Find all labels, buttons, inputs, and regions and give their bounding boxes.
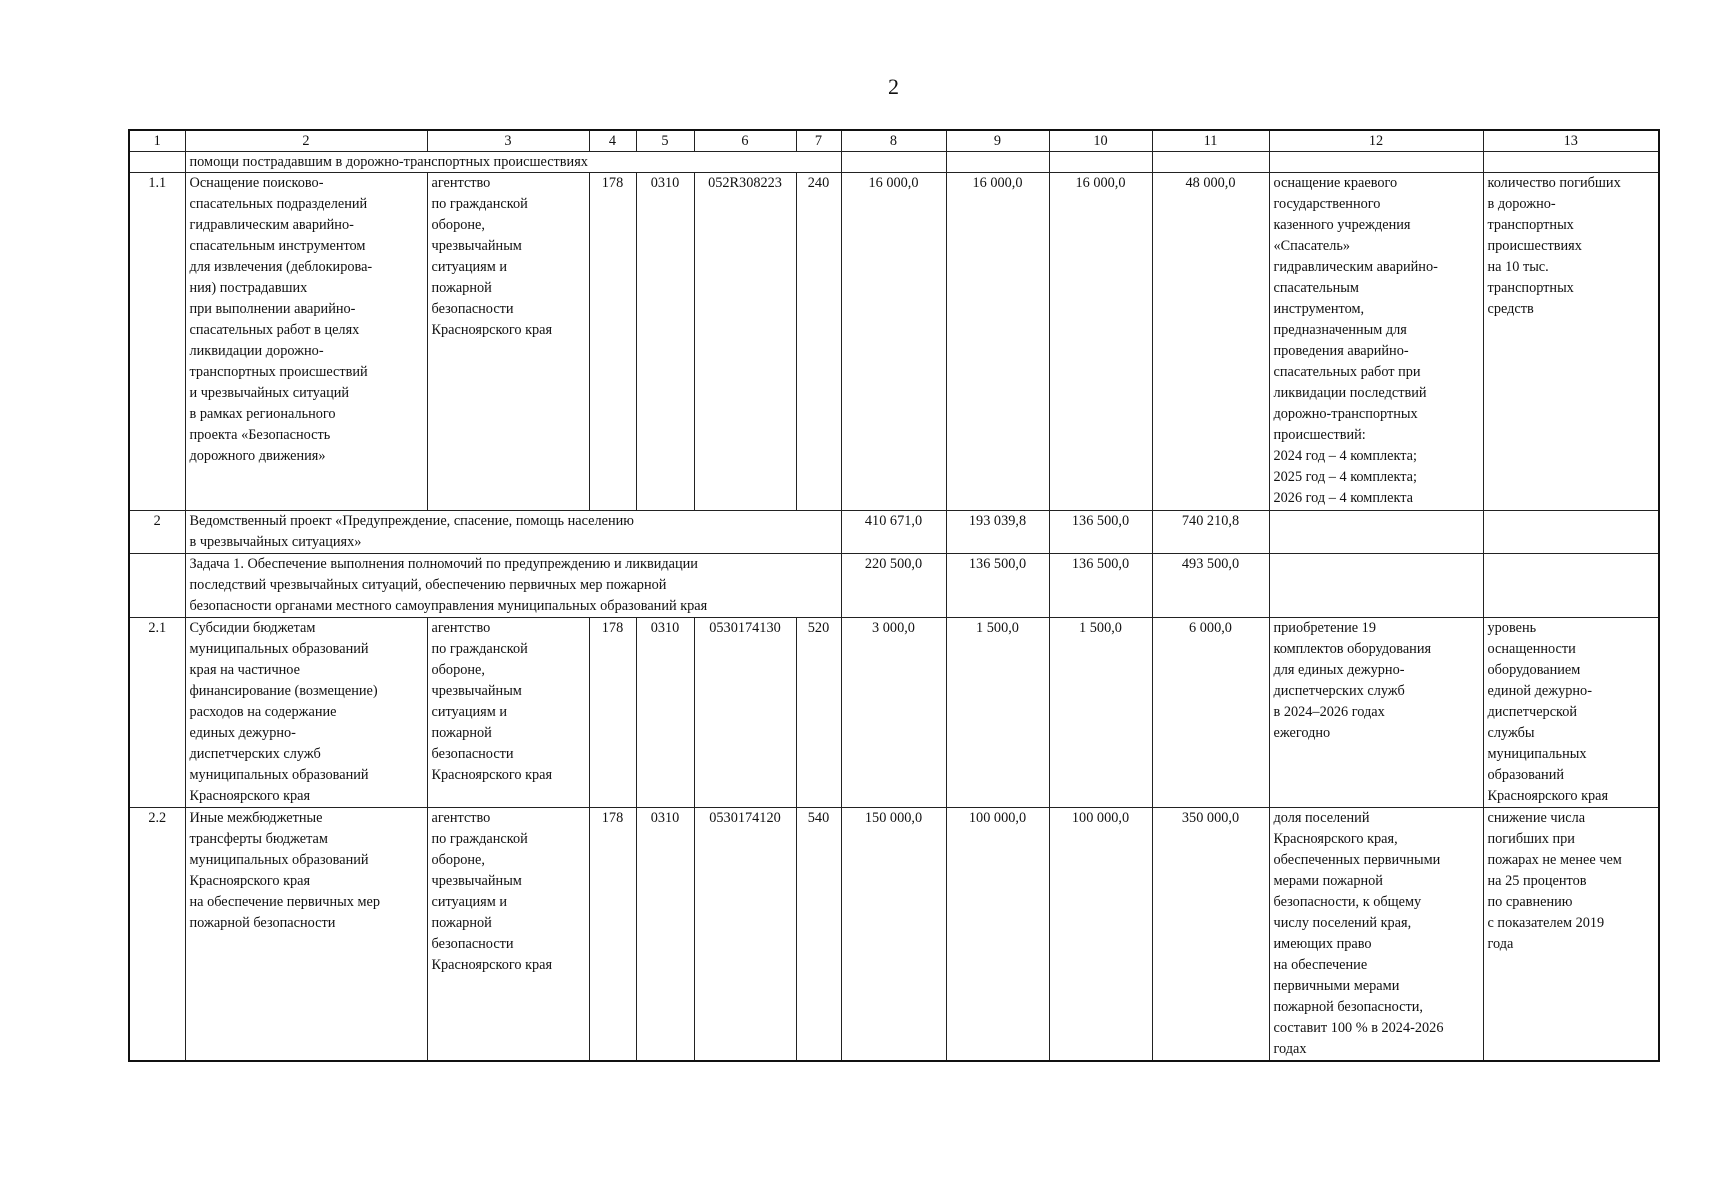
table-row-1-1 xyxy=(129,173,1659,511)
row-number: 2.2 xyxy=(129,808,185,1062)
executor: агентство по гражданской обороне, чрезвычайным ситуациям и пожарной безопасности Красноярского края xyxy=(427,173,589,511)
header-cell: 4 xyxy=(589,130,636,152)
rzpr-code: 0310 xyxy=(636,618,694,808)
empty-cell xyxy=(129,554,185,618)
header-cell: 9 xyxy=(946,130,1049,152)
amount-2026: 136 500,0 xyxy=(1049,554,1152,618)
executor: агентство по гражданской обороне, чрезвычайным ситуациям и пожарной безопасности Красноярского края xyxy=(427,808,589,1062)
row-number: 2.1 xyxy=(129,618,185,808)
grbs-code: 178 xyxy=(589,618,636,808)
amount-2025: 1 500,0 xyxy=(946,618,1049,808)
amount-total: 6 000,0 xyxy=(1152,618,1269,808)
row-number: 2 xyxy=(129,511,185,554)
amount-total: 48 000,0 xyxy=(1152,173,1269,511)
empty-cell xyxy=(1483,511,1659,554)
amount-2025: 136 500,0 xyxy=(946,554,1049,618)
amount-2024: 410 671,0 xyxy=(841,511,946,554)
amount-2026: 100 000,0 xyxy=(1049,808,1152,1062)
csr-code: 0530174130 xyxy=(694,618,796,808)
empty-cell xyxy=(1269,554,1483,618)
header-cell: 1 xyxy=(129,130,185,152)
amount-2026: 136 500,0 xyxy=(1049,511,1152,554)
measure-name: Оснащение поисково- спасательных подразделений гидравлическим аварийно- спасательным инструментом для извлечения (деблокирова- ния) пострадавших при выполнении аварийно- спасательных работ в целях ликвидации дорожно- транспортных происшествий и чрезвычайных ситуаций в рамках регионального проекта «Безопасность дорожного движения» xyxy=(185,173,427,511)
amount-2025: 16 000,0 xyxy=(946,173,1049,511)
row-number: 1.1 xyxy=(129,173,185,511)
grbs-code: 178 xyxy=(589,808,636,1062)
header-cell: 11 xyxy=(1152,130,1269,152)
empty-cell xyxy=(1483,152,1659,173)
amount-2024: 220 500,0 xyxy=(841,554,946,618)
grbs-code: 178 xyxy=(589,173,636,511)
measure-name: Субсидии бюджетам муниципальных образований края на частичное финансирование (возмещение) расходов на содержание единых дежурно- диспетчерских служб муниципальных образований Красноярского края xyxy=(185,618,427,808)
amount-2024: 150 000,0 xyxy=(841,808,946,1062)
header-cell: 13 xyxy=(1483,130,1659,152)
expected-result: оснащение краевого государственного казенного учреждения «Спасатель» гидравлическим аварийно- спасательным инструментом, предназначенным для проведения аварийно- спасательных работ при ликвидации последствий дорожно-транспортных происшествий: 2024 год – 4 комплекта; 2025 год – 4 комплекта; 2026 год – 4 комплекта xyxy=(1269,173,1483,511)
table-row-task-1 xyxy=(129,554,1659,618)
rzpr-code: 0310 xyxy=(636,173,694,511)
page-number: 2 xyxy=(888,74,899,99)
table-row-2-2 xyxy=(129,808,1659,1062)
vr-code: 540 xyxy=(796,808,841,1062)
empty-cell xyxy=(946,152,1049,173)
vr-code: 520 xyxy=(796,618,841,808)
header-cell: 10 xyxy=(1049,130,1152,152)
empty-cell xyxy=(129,152,185,173)
table-row-2 xyxy=(129,511,1659,554)
header-cell: 8 xyxy=(841,130,946,152)
header-cell: 6 xyxy=(694,130,796,152)
amount-2025: 193 039,8 xyxy=(946,511,1049,554)
amount-total: 493 500,0 xyxy=(1152,554,1269,618)
amount-2026: 16 000,0 xyxy=(1049,173,1152,511)
amount-total: 740 210,8 xyxy=(1152,511,1269,554)
continuation-text: помощи пострадавшим в дорожно-транспортных происшествиях xyxy=(185,152,841,173)
empty-cell xyxy=(841,152,946,173)
indicator: уровень оснащенности оборудованием единой дежурно- диспетчерской службы муниципальных образований Красноярского края xyxy=(1483,618,1659,808)
header-cell: 7 xyxy=(796,130,841,152)
header-row xyxy=(129,130,1659,152)
csr-code: 052R308223 xyxy=(694,173,796,511)
continuation-row xyxy=(129,152,1659,173)
amount-total: 350 000,0 xyxy=(1152,808,1269,1062)
amount-2024: 16 000,0 xyxy=(841,173,946,511)
empty-cell xyxy=(1269,152,1483,173)
task-name: Задача 1. Обеспечение выполнения полномочий по предупреждению и ликвидации последствий чрезвычайных ситуаций, обеспечению первичных мер пожарной безопасности органами местного самоуправления муниципальных образований края xyxy=(185,554,841,618)
amount-2024: 3 000,0 xyxy=(841,618,946,808)
csr-code: 0530174120 xyxy=(694,808,796,1062)
header-cell: 2 xyxy=(185,130,427,152)
header-cell: 5 xyxy=(636,130,694,152)
header-cell: 12 xyxy=(1269,130,1483,152)
table-row-2-1 xyxy=(129,618,1659,808)
measure-name: Иные межбюджетные трансферты бюджетам муниципальных образований Красноярского края на обеспечение первичных мер пожарной безопасности xyxy=(185,808,427,1062)
rzpr-code: 0310 xyxy=(636,808,694,1062)
indicator: количество погибших в дорожно- транспортных происшествиях на 10 тыс. транспортных средств xyxy=(1483,173,1659,511)
empty-cell xyxy=(1269,511,1483,554)
expected-result: доля поселений Красноярского края, обеспеченных первичными мерами пожарной безопасности, к общему числу поселений края, имеющих право на обеспечение первичными мерами пожарной безопасности, составит 100 % в 2024-2026 годах xyxy=(1269,808,1483,1062)
vr-code: 240 xyxy=(796,173,841,511)
expected-result: приобретение 19 комплектов оборудования для единых дежурно- диспетчерских служб в 2024–2026 годах ежегодно xyxy=(1269,618,1483,808)
empty-cell xyxy=(1049,152,1152,173)
amount-2025: 100 000,0 xyxy=(946,808,1049,1062)
header-cell: 3 xyxy=(427,130,589,152)
executor: агентство по гражданской обороне, чрезвычайным ситуациям и пожарной безопасности Красноярского края xyxy=(427,618,589,808)
empty-cell xyxy=(1152,152,1269,173)
indicator: снижение числа погибших при пожарах не менее чем на 25 процентов по сравнению с показателем 2019 года xyxy=(1483,808,1659,1062)
empty-cell xyxy=(1483,554,1659,618)
amount-2026: 1 500,0 xyxy=(1049,618,1152,808)
project-name: Ведомственный проект «Предупреждение, спасение, помощь населению в чрезвычайных ситуациях» xyxy=(185,511,841,554)
program-table xyxy=(128,129,1660,1062)
